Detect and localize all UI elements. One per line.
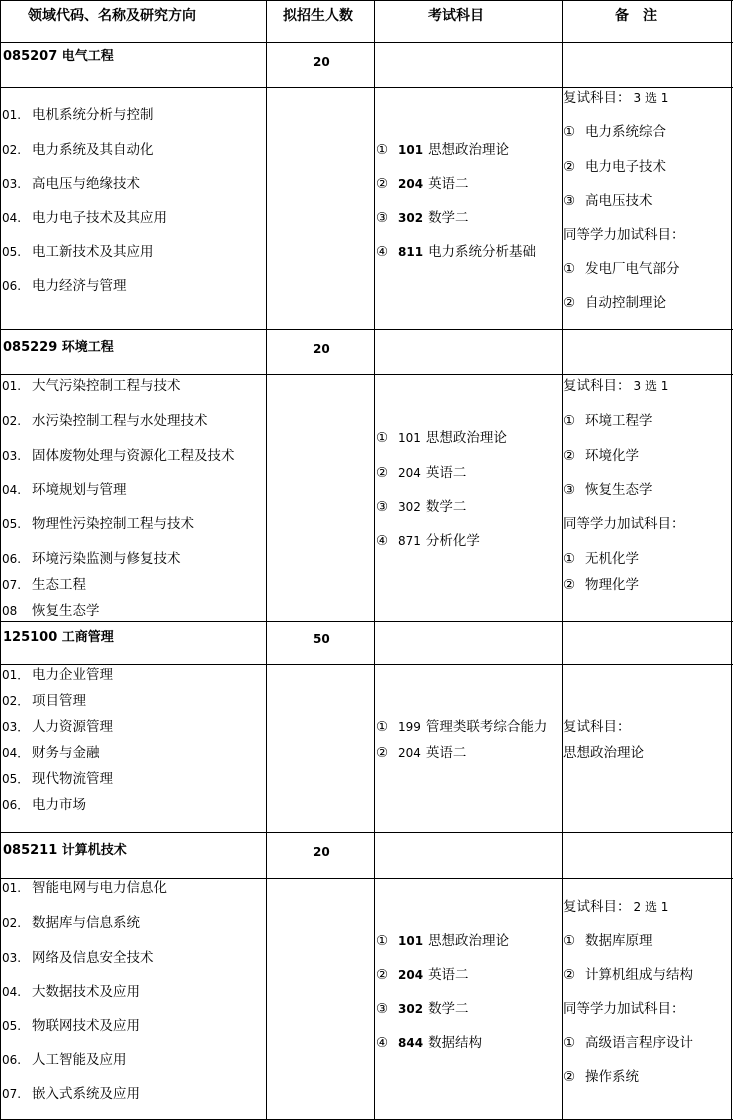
direction-name: 高电压与绝缘技术 — [32, 176, 140, 192]
research-direction — [2, 412, 208, 430]
circled-number: ① — [563, 551, 576, 567]
circled-number: ② — [563, 448, 576, 464]
note-text: 环境工程学 — [585, 413, 653, 429]
direction-name: 大数据技术及应用 — [32, 984, 140, 1000]
circled-number: ④ — [376, 1035, 389, 1051]
research-direction — [2, 481, 127, 499]
research-direction — [2, 1085, 140, 1103]
direction-number: 02. — [2, 414, 22, 428]
note-text: 恢复生态学 — [585, 482, 653, 498]
research-direction — [2, 576, 86, 594]
exam-subject — [376, 498, 466, 516]
note-text: 复试科目： — [563, 90, 631, 106]
exam-name: 思想政治理论 — [428, 142, 510, 158]
circled-number: ② — [563, 967, 576, 983]
note-text: 计算机组成与结构 — [585, 967, 693, 983]
direction-name: 智能电网与电力信息化 — [32, 880, 167, 896]
note-line — [563, 481, 653, 499]
note-line — [563, 294, 666, 312]
exam-name: 数学二 — [428, 210, 469, 226]
direction-number: 01. — [2, 379, 22, 393]
circled-number: ① — [563, 1035, 576, 1051]
exam-name: 数学二 — [428, 1001, 469, 1017]
exam-code: 101 — [398, 143, 424, 157]
exam-name: 管理类联考综合能力 — [425, 719, 548, 735]
circled-number: ① — [563, 261, 576, 277]
circled-number: ① — [376, 719, 389, 735]
exam-code: 204 — [398, 177, 424, 191]
table-row-border — [0, 329, 733, 330]
note-line — [563, 966, 693, 984]
exam-subject — [376, 932, 509, 950]
note-line — [563, 744, 644, 762]
direction-number: 05. — [2, 245, 22, 259]
direction-number: 03. — [2, 177, 22, 191]
circled-number: ① — [563, 413, 576, 429]
exam-code: 302 — [398, 500, 421, 514]
circled-number: ② — [563, 159, 576, 175]
note-text: 高级语言程序设计 — [585, 1035, 693, 1051]
research-direction — [2, 277, 127, 295]
direction-name: 人工智能及应用 — [32, 1052, 127, 1068]
note-text: 复试科目： — [563, 899, 631, 915]
note-line — [563, 932, 653, 950]
exam-code: 302 — [398, 211, 424, 225]
exam-subject — [376, 209, 469, 227]
research-direction — [2, 744, 100, 762]
direction-name: 人力资源管理 — [32, 719, 113, 735]
direction-number: 05. — [2, 1019, 22, 1033]
research-direction — [2, 447, 235, 465]
note-text: 同等学力加试科目： — [563, 227, 685, 243]
circled-number: ④ — [376, 244, 389, 260]
enrollment-count: 20 — [313, 55, 330, 69]
exam-subject — [376, 429, 507, 447]
direction-number: 03. — [2, 951, 22, 965]
research-direction — [2, 209, 167, 227]
exam-name: 数学二 — [425, 499, 467, 515]
research-direction — [2, 1051, 127, 1069]
exam-code: 101 — [398, 431, 421, 445]
exam-subject — [376, 243, 536, 261]
note-text: 复试科目： — [563, 719, 631, 735]
exam-subject — [376, 464, 466, 482]
direction-number: 04. — [2, 483, 22, 497]
direction-name: 电力市场 — [32, 797, 86, 813]
exam-subject — [376, 744, 466, 762]
direction-number: 03. — [2, 449, 22, 463]
exam-code: 302 — [398, 1002, 424, 1016]
circled-number: ② — [563, 295, 576, 311]
header-count: 拟招生人数 — [283, 8, 353, 24]
direction-number: 02． — [2, 694, 30, 708]
direction-name: 电机系统分析与控制 — [32, 107, 154, 123]
research-direction — [2, 377, 181, 395]
direction-name: 环境污染监测与修复技术 — [32, 551, 181, 567]
direction-number: 07. — [2, 578, 22, 592]
direction-name: 财务与金融 — [32, 745, 100, 761]
direction-number: 06. — [2, 552, 22, 566]
exam-name: 英语二 — [428, 176, 469, 192]
note-text: 思想政治理论 — [563, 745, 644, 761]
field-code-name: 085211 计算机技术 — [3, 843, 127, 858]
research-direction — [2, 692, 86, 710]
circled-number: ② — [376, 465, 389, 481]
note-line — [563, 260, 680, 278]
research-direction — [2, 914, 140, 932]
direction-number: 01. — [2, 108, 22, 122]
circled-number: ② — [376, 176, 389, 192]
direction-name: 电力企业管理 — [32, 667, 113, 683]
exam-name: 英语二 — [425, 745, 467, 761]
note-text: 电力电子技术 — [585, 159, 666, 175]
note-choice: 3 选 1 — [633, 379, 669, 393]
direction-number: 02. — [2, 143, 22, 157]
research-direction — [2, 983, 140, 1001]
circled-number: ① — [376, 142, 389, 158]
enrollment-count: 20 — [313, 845, 330, 859]
exam-code: 811 — [398, 245, 424, 259]
note-line — [563, 447, 639, 465]
circled-number: ③ — [376, 499, 389, 515]
direction-number: 02. — [2, 916, 22, 930]
research-direction — [2, 1017, 140, 1035]
research-direction — [2, 879, 167, 897]
exam-name: 英语二 — [425, 465, 467, 481]
direction-number: 07. — [2, 1087, 22, 1101]
note-line — [563, 89, 668, 107]
note-line — [563, 123, 666, 141]
note-choice: 2 选 1 — [633, 900, 669, 914]
exam-subject — [376, 718, 547, 736]
note-line — [563, 412, 653, 430]
note-text: 电力系统综合 — [585, 124, 666, 140]
direction-name: 生态工程 — [32, 577, 86, 593]
exam-code: 204 — [398, 466, 421, 480]
exam-name: 数据结构 — [428, 1035, 483, 1051]
research-direction — [2, 550, 181, 568]
table-column-border — [731, 0, 732, 1120]
note-line — [563, 1034, 693, 1052]
exam-name: 电力系统分析基础 — [428, 244, 537, 260]
header-notes: 备 注 — [615, 8, 657, 24]
field-code-name: 125100 工商管理 — [3, 630, 114, 645]
table-row-border — [0, 664, 733, 665]
exam-code: 101 — [398, 934, 424, 948]
note-line — [563, 226, 685, 244]
exam-name: 分析化学 — [425, 533, 480, 549]
exam-subject — [376, 141, 509, 159]
direction-number: 06. — [2, 279, 22, 293]
note-line — [563, 550, 639, 568]
research-direction — [2, 718, 113, 736]
note-text: 自动控制理论 — [585, 295, 666, 311]
table-row-border — [0, 0, 733, 1]
table-row-border — [0, 42, 733, 43]
research-direction — [2, 175, 140, 193]
direction-number: 05. — [2, 517, 22, 531]
field-code-name: 085229 环境工程 — [3, 340, 114, 355]
research-direction — [2, 515, 194, 533]
research-direction — [2, 141, 154, 159]
exam-subject — [376, 1034, 482, 1052]
direction-name: 环境规划与管理 — [32, 482, 127, 498]
direction-name: 大气污染控制工程与技术 — [32, 378, 181, 394]
note-text: 无机化学 — [585, 551, 639, 567]
research-direction — [2, 602, 100, 620]
note-line — [563, 377, 668, 395]
direction-name: 恢复生态学 — [32, 603, 100, 619]
enrollment-count: 50 — [313, 632, 330, 646]
direction-name: 电力电子技术及其应用 — [32, 210, 167, 226]
direction-name: 电工新技术及其应用 — [32, 244, 154, 260]
direction-name: 水污染控制工程与水处理技术 — [32, 413, 208, 429]
direction-name: 数据库与信息系统 — [32, 915, 140, 931]
exam-code: 844 — [398, 1036, 424, 1050]
research-direction — [2, 666, 113, 684]
circled-number: ② — [376, 745, 389, 761]
direction-name: 现代物流管理 — [32, 771, 113, 787]
research-direction — [2, 770, 113, 788]
circled-number: ③ — [376, 210, 389, 226]
exam-name: 英语二 — [428, 967, 469, 983]
header-exams: 考试科目 — [428, 8, 484, 24]
direction-number: 01． — [2, 668, 30, 682]
table-row-border — [0, 87, 733, 88]
direction-number: 05． — [2, 772, 30, 786]
exam-subject — [376, 1000, 469, 1018]
circled-number: ① — [563, 124, 576, 140]
note-line — [563, 158, 666, 176]
direction-number: 01. — [2, 881, 22, 895]
direction-number: 03． — [2, 720, 30, 734]
exam-subject — [376, 532, 480, 550]
exam-code: 204 — [398, 746, 421, 760]
direction-name: 网络及信息安全技术 — [32, 950, 154, 966]
exam-code: 204 — [398, 968, 424, 982]
research-direction — [2, 106, 154, 124]
circled-number: ② — [376, 967, 389, 983]
note-text: 数据库原理 — [585, 933, 653, 949]
circled-number: ③ — [563, 482, 576, 498]
exam-code: 871 — [398, 534, 421, 548]
direction-name: 电力系统及其自动化 — [32, 142, 154, 158]
circled-number: ② — [563, 577, 576, 593]
exam-subject — [376, 966, 469, 984]
table-row-border — [0, 621, 733, 622]
circled-number: ② — [563, 1069, 576, 1085]
direction-number: 04. — [2, 211, 22, 225]
direction-name: 嵌入式系统及应用 — [32, 1086, 140, 1102]
circled-number: ③ — [376, 1001, 389, 1017]
direction-name: 固体废物处理与资源化工程及技术 — [32, 448, 235, 464]
research-direction — [2, 796, 86, 814]
table-column-border — [0, 0, 1, 1120]
research-direction — [2, 243, 154, 261]
exam-subject — [376, 175, 469, 193]
note-text: 环境化学 — [585, 448, 639, 464]
research-direction — [2, 949, 154, 967]
note-line — [563, 898, 668, 916]
direction-number: 04． — [2, 746, 30, 760]
enrollment-count: 20 — [313, 342, 330, 356]
note-line — [563, 515, 685, 533]
direction-name: 物理性污染控制工程与技术 — [32, 516, 194, 532]
table-column-border — [374, 0, 375, 1120]
note-text: 同等学力加试科目： — [563, 1001, 685, 1017]
circled-number: ① — [376, 933, 389, 949]
note-line — [563, 1000, 685, 1018]
note-text: 发电厂电气部分 — [585, 261, 680, 277]
table-column-border — [266, 0, 267, 1120]
circled-number: ③ — [563, 193, 576, 209]
direction-name: 物联网技术及应用 — [32, 1018, 140, 1034]
note-text: 复试科目： — [563, 378, 631, 394]
note-text: 物理化学 — [585, 577, 639, 593]
circled-number: ④ — [376, 533, 389, 549]
note-line — [563, 192, 653, 210]
exam-name: 思想政治理论 — [428, 933, 510, 949]
direction-number: 08 — [2, 604, 18, 618]
direction-name: 电力经济与管理 — [32, 278, 127, 294]
direction-number: 06． — [2, 798, 30, 812]
header-direction: 领域代码、名称及研究方向 — [28, 8, 196, 24]
exam-name: 思想政治理论 — [425, 430, 507, 446]
exam-code: 199 — [398, 720, 421, 734]
note-text: 同等学力加试科目： — [563, 516, 685, 532]
note-line — [563, 718, 631, 736]
direction-number: 04. — [2, 985, 22, 999]
table-row-border — [0, 374, 733, 375]
note-line — [563, 1068, 639, 1086]
note-choice: 3 选 1 — [633, 91, 669, 105]
note-text: 高电压技术 — [585, 193, 653, 209]
table-row-border — [0, 832, 733, 833]
direction-number: 06. — [2, 1053, 22, 1067]
field-code-name: 085207 电气工程 — [3, 49, 114, 64]
circled-number: ① — [563, 933, 576, 949]
circled-number: ① — [376, 430, 389, 446]
direction-name: 项目管理 — [32, 693, 86, 709]
note-text: 操作系统 — [585, 1069, 639, 1085]
note-line — [563, 576, 639, 594]
